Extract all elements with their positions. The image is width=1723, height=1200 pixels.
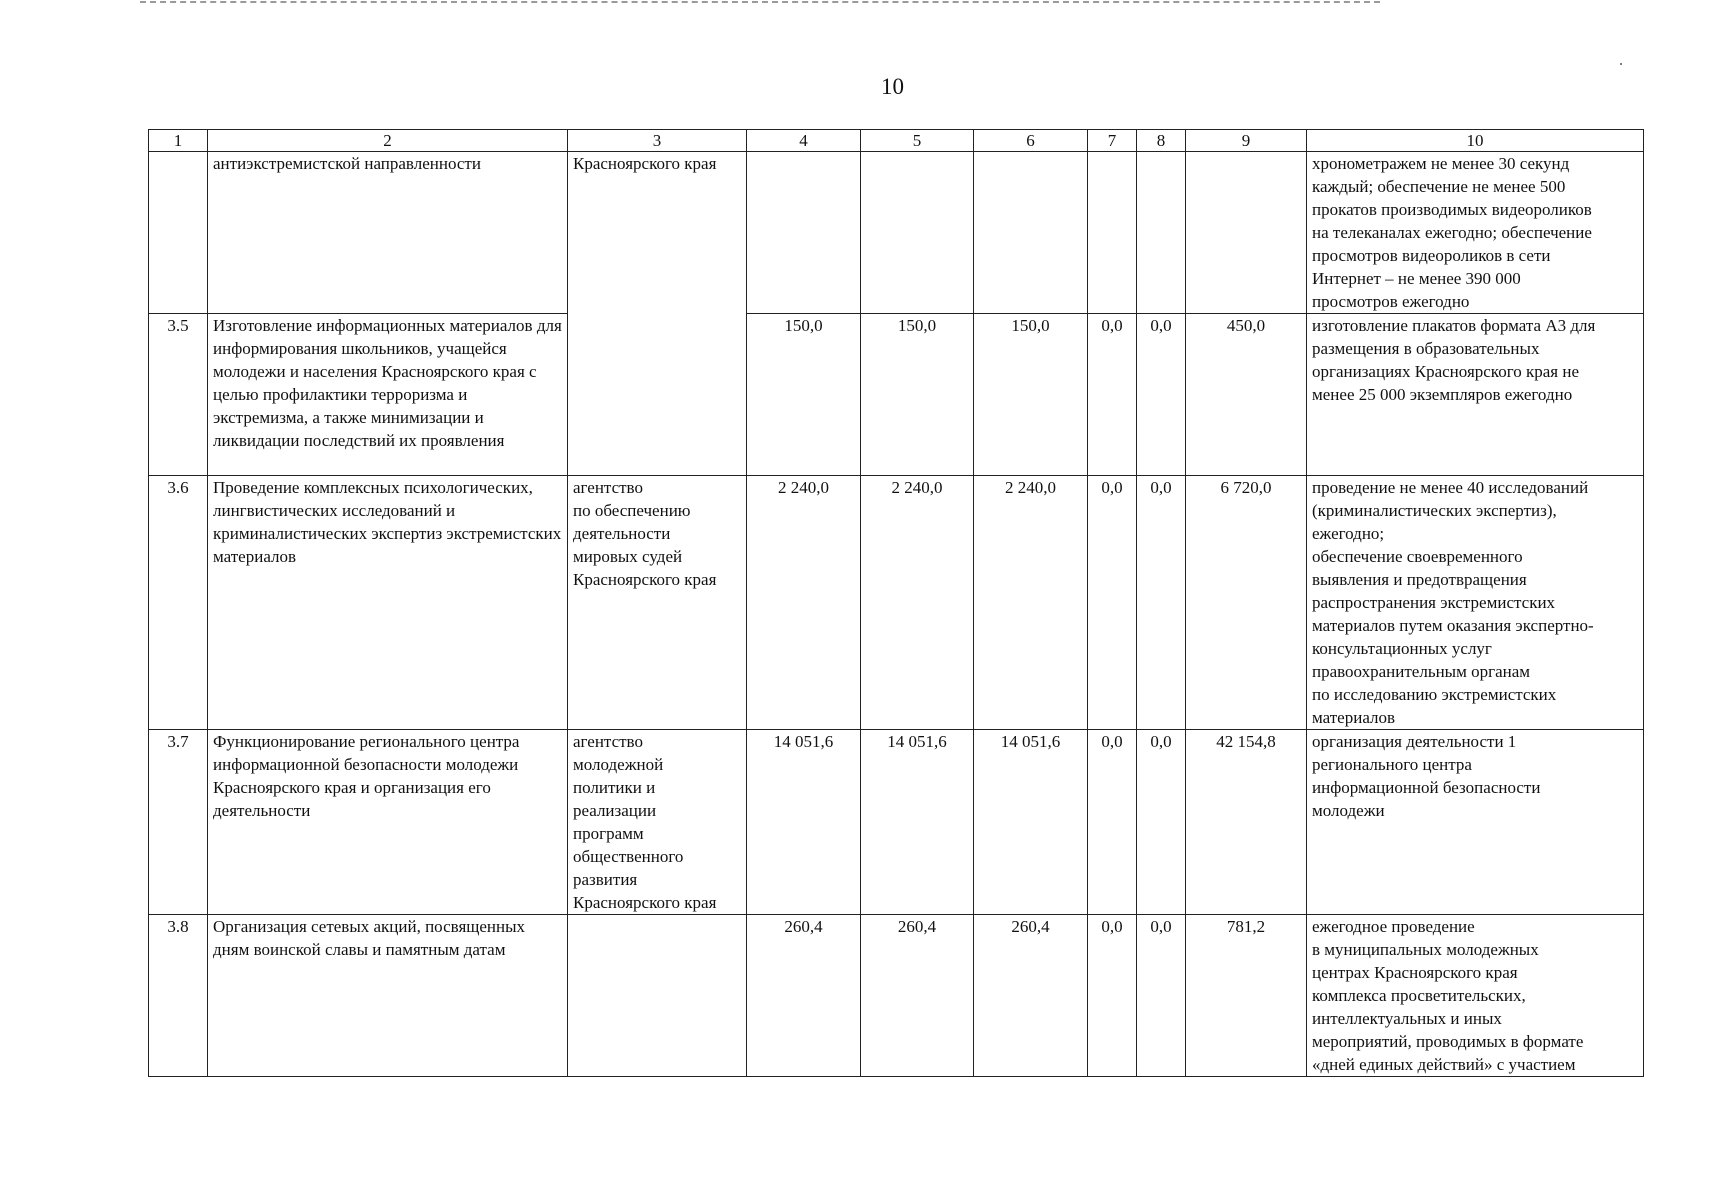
result-line: регионального центра [1312, 755, 1472, 774]
table-row [149, 476, 1644, 730]
result-line: организация деятельности 1 [1312, 732, 1517, 751]
column-header: 8 [1137, 130, 1186, 152]
value-col-6: 14 051,6 [974, 730, 1088, 915]
value-col-9: 781,2 [1186, 915, 1307, 1077]
column-header: 1 [149, 130, 208, 152]
expected-result [1307, 314, 1644, 476]
result-line: размещения в образовательных [1312, 339, 1540, 358]
result-line: Интернет – не менее 390 000 [1312, 269, 1521, 288]
value-col-5 [861, 152, 974, 314]
value-col-9: 6 720,0 [1186, 476, 1307, 730]
value-col-6: 260,4 [974, 915, 1088, 1077]
column-header: 10 [1307, 130, 1644, 152]
result-line: материалов путем оказания экспертно- [1312, 616, 1594, 635]
page-number: 10 [881, 74, 904, 99]
value-col-5: 2 240,0 [861, 476, 974, 730]
table-row [149, 152, 1644, 314]
value-col-9: 450,0 [1186, 314, 1307, 476]
value-col-7: 0,0 [1088, 730, 1137, 915]
result-line: интеллектуальных и иных [1312, 1009, 1502, 1028]
agency-line: общественного [573, 847, 684, 866]
result-line: каждый; обеспечение не менее 500 [1312, 177, 1566, 196]
column-header: 3 [568, 130, 747, 152]
value-col-9: 42 154,8 [1186, 730, 1307, 915]
activity-name: Функционирование регионального центра информационной безопасности молодежи Красноярского края и организация его деятельности [208, 730, 568, 915]
result-line: обеспечение своевременного [1312, 547, 1523, 566]
result-line: просмотров видеороликов в сети [1312, 246, 1551, 265]
item-number: 3.7 [149, 730, 208, 915]
item-number: 3.5 [149, 314, 208, 476]
result-line: организациях Красноярского края не [1312, 362, 1580, 381]
value-col-7: 0,0 [1088, 314, 1137, 476]
column-header: 2 [208, 130, 568, 152]
agency-line: Красноярского края [573, 154, 717, 173]
agency-line: программ [573, 824, 644, 843]
value-col-4: 260,4 [747, 915, 861, 1077]
responsible-agency [568, 476, 747, 730]
value-col-8: 0,0 [1137, 314, 1186, 476]
expected-result [1307, 730, 1644, 915]
result-line: проведение не менее 40 исследований [1312, 478, 1589, 497]
result-line: ежегодно; [1312, 524, 1385, 543]
responsible-agency [568, 730, 747, 915]
value-col-5: 150,0 [861, 314, 974, 476]
agency-line: агентство [573, 478, 643, 497]
agency-line: по обеспечению [573, 501, 691, 520]
result-line: правоохранительным органам [1312, 662, 1531, 681]
agency-line: развития [573, 870, 638, 889]
value-col-9 [1186, 152, 1307, 314]
result-line: в муниципальных молодежных [1312, 940, 1539, 959]
activity-name: антиэкстремистской направленности [208, 152, 568, 314]
value-col-5: 260,4 [861, 915, 974, 1077]
activity-name: Изготовление информационных материалов для информирования школьников, учащейся молодежи и населения Красноярского края с целью профилактики терроризма и экстремизма, а также минимизации и ликвидации последствий их проявления [208, 314, 568, 476]
value-col-5: 14 051,6 [861, 730, 974, 915]
column-header: 4 [747, 130, 861, 152]
table-row [149, 915, 1644, 1077]
value-col-7: 0,0 [1088, 915, 1137, 1077]
result-line: на телеканалах ежегодно; обеспечение [1312, 223, 1592, 242]
value-col-8 [1137, 152, 1186, 314]
table-row [149, 314, 1644, 476]
value-col-8: 0,0 [1137, 730, 1186, 915]
result-line: ежегодное проведение [1312, 917, 1475, 936]
result-line: изготовление плакатов формата А3 для [1312, 316, 1596, 335]
responsible-agency [568, 152, 747, 476]
result-line: хронометражем не менее 30 секунд [1312, 154, 1570, 173]
agency-line: политики и [573, 778, 656, 797]
column-header: 7 [1088, 130, 1137, 152]
result-line: прокатов производимых видеороликов [1312, 200, 1592, 219]
agency-line: реализации [573, 801, 657, 820]
value-col-8: 0,0 [1137, 476, 1186, 730]
result-line: информационной безопасности [1312, 778, 1541, 797]
agency-line: деятельности [573, 524, 671, 543]
column-header: 6 [974, 130, 1088, 152]
responsible-agency [568, 915, 747, 1077]
value-col-4: 2 240,0 [747, 476, 861, 730]
result-line: по исследованию экстремистских [1312, 685, 1557, 704]
scan-top-edge [140, 1, 1380, 3]
result-line: консультационных услуг [1312, 639, 1492, 658]
item-number [149, 152, 208, 314]
result-line: «дней единых действий» с участием [1312, 1055, 1576, 1074]
result-line: центрах Красноярского края [1312, 963, 1518, 982]
result-line: мероприятий, проводимых в формате [1312, 1032, 1584, 1051]
activity-name: Организация сетевых акций, посвященных дням воинской славы и памятным датам [208, 915, 568, 1077]
program-activities-table [148, 129, 1644, 1077]
value-col-6 [974, 152, 1088, 314]
value-col-8: 0,0 [1137, 915, 1186, 1077]
result-line: материалов [1312, 708, 1396, 727]
result-line: просмотров ежегодно [1312, 292, 1470, 311]
agency-line: молодежной [573, 755, 664, 774]
item-number: 3.8 [149, 915, 208, 1077]
activity-name: Проведение комплексных психологических, лингвистических исследований и криминалистических экспертиз экстремистских материалов [208, 476, 568, 730]
value-col-7: 0,0 [1088, 476, 1137, 730]
expected-result [1307, 915, 1644, 1077]
item-number: 3.6 [149, 476, 208, 730]
table-row [149, 730, 1644, 915]
agency-line: агентство [573, 732, 643, 751]
agency-line: Красноярского края [573, 570, 717, 589]
value-col-6: 2 240,0 [974, 476, 1088, 730]
value-col-4 [747, 152, 861, 314]
result-line: распространения экстремистских [1312, 593, 1556, 612]
result-line: комплекса просветительских, [1312, 986, 1526, 1005]
value-col-7 [1088, 152, 1137, 314]
agency-line: мировых судей [573, 547, 683, 566]
column-header: 5 [861, 130, 974, 152]
result-line: выявления и предотвращения [1312, 570, 1527, 589]
expected-result [1307, 476, 1644, 730]
column-number-header-row [149, 130, 1644, 152]
expected-result [1307, 152, 1644, 314]
result-line: молодежи [1312, 801, 1385, 820]
result-line: (криминалистических экспертиз), [1312, 501, 1557, 520]
scan-speck [1620, 63, 1622, 65]
value-col-4: 14 051,6 [747, 730, 861, 915]
value-col-4: 150,0 [747, 314, 861, 476]
agency-line: Красноярского края [573, 893, 717, 912]
column-header: 9 [1186, 130, 1307, 152]
value-col-6: 150,0 [974, 314, 1088, 476]
result-line: менее 25 000 экземпляров ежегодно [1312, 385, 1573, 404]
